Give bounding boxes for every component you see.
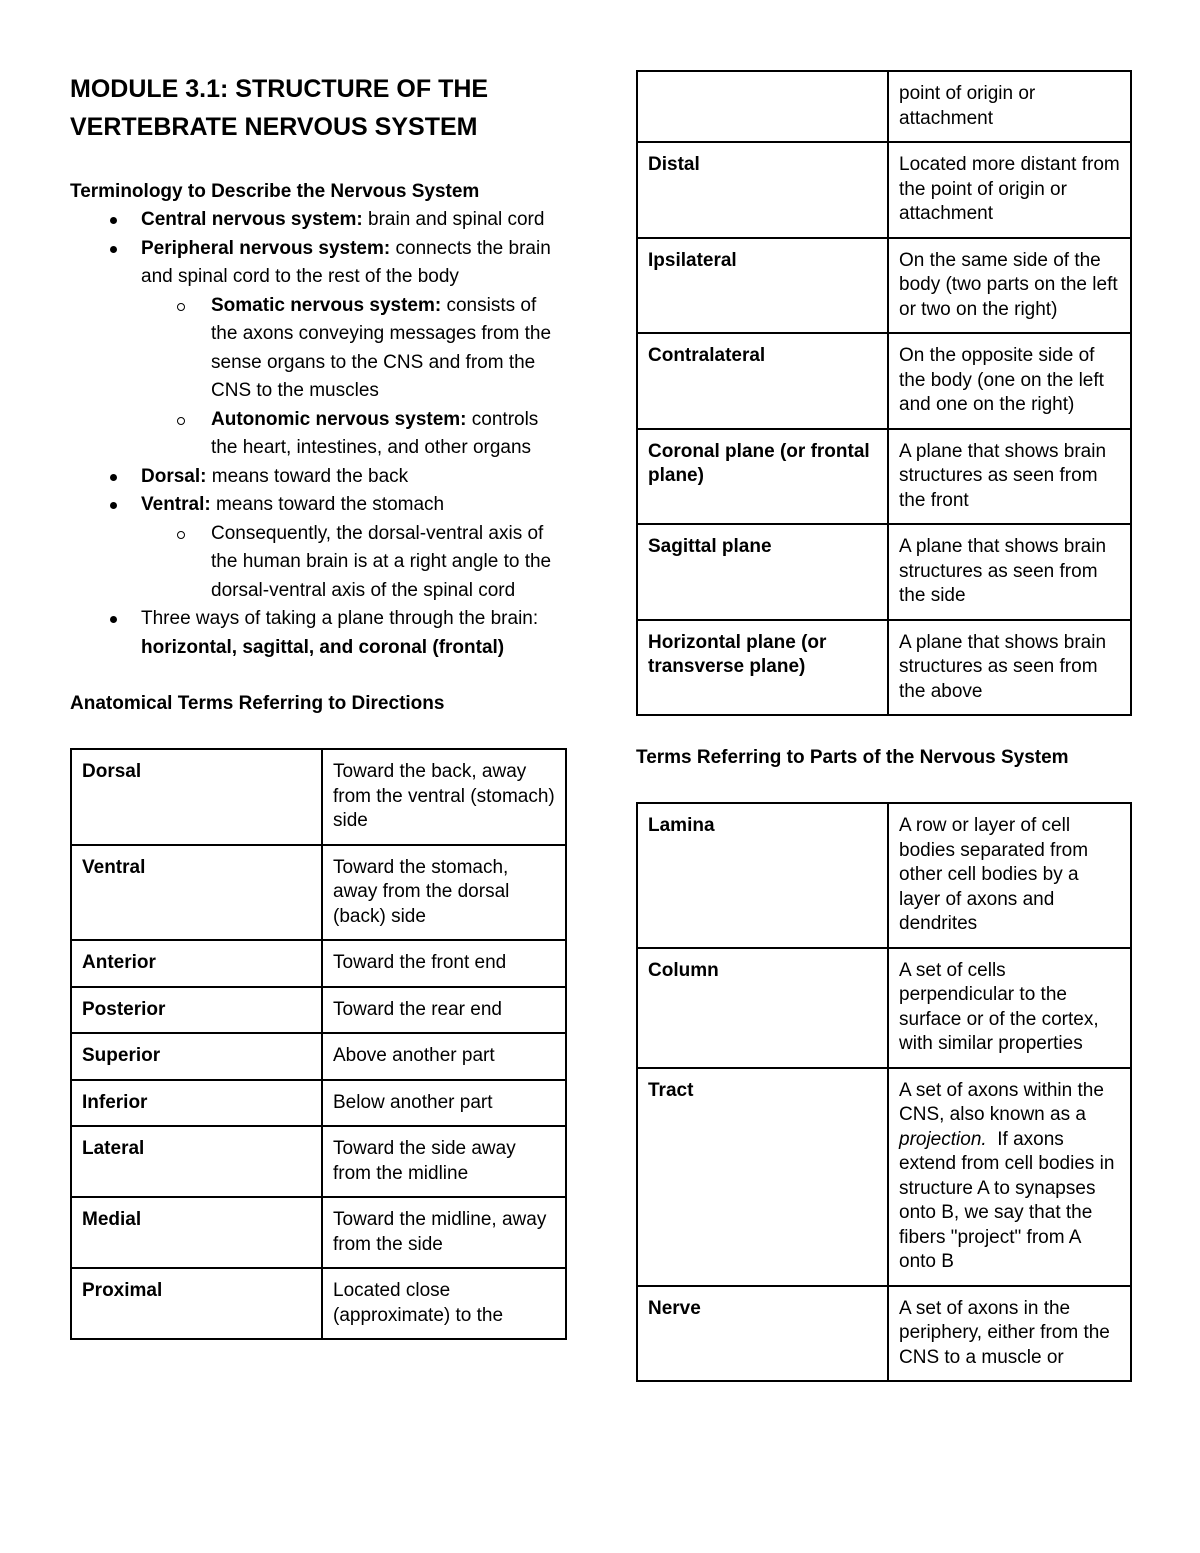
- definition-cell: Located more distant from the point of origin or attachment: [888, 142, 1131, 238]
- definition-cell: A plane that shows brain structures as seen from the side: [888, 524, 1131, 620]
- definition-cell: Toward the back, away from the ventral (stomach) side: [322, 749, 566, 845]
- term-cell: [637, 71, 888, 142]
- list-item: Consequently, the dorsal-ventral axis of the human brain is at a right angle to the dorsal-ventral axis of the spinal cord: [70, 520, 567, 606]
- table-row: [637, 803, 1131, 948]
- term-cell: Ventral: [71, 845, 322, 941]
- directions-table: [70, 748, 567, 1340]
- term-cell: Ipsilateral: [637, 238, 888, 334]
- definition-cell: A plane that shows brain structures as seen from the above: [888, 620, 1131, 716]
- table-row: [71, 845, 566, 941]
- definition-cell: A row or layer of cell bodies separated from other cell bodies by a layer of axons and dendrites: [888, 803, 1131, 948]
- definition-cell: On the same side of the body (two parts on the left or two on the right): [888, 238, 1131, 334]
- list-item: Somatic nervous system: consists of the axons conveying messages from the sense organs to the CNS and from the CNS to the muscles: [70, 292, 567, 406]
- table-row: [637, 620, 1131, 716]
- term-cell: Column: [637, 948, 888, 1068]
- definition-cell: A set of cells perpendicular to the surface or of the cortex, with similar properties: [888, 948, 1131, 1068]
- term-cell: Anterior: [71, 940, 322, 987]
- table-row: [637, 948, 1131, 1068]
- table-row: [71, 987, 566, 1034]
- term-cell: Tract: [637, 1068, 888, 1286]
- list-item: Three ways of taking a plane through the brain: horizontal, sagittal, and coronal (frontal): [70, 605, 567, 662]
- terminology-heading: Terminology to Describe the Nervous System: [70, 181, 480, 202]
- definition-cell: Toward the rear end: [322, 987, 566, 1034]
- definition-cell: Toward the stomach, away from the dorsal (back) side: [322, 845, 566, 941]
- definition-cell: On the opposite side of the body (one on the left and one on the right): [888, 333, 1131, 429]
- terminology-list: [70, 206, 567, 662]
- left-column: [70, 70, 567, 1340]
- table-row: [637, 524, 1131, 620]
- directions-heading: Anatomical Terms Referring to Directions: [70, 693, 445, 714]
- table-row: [637, 333, 1131, 429]
- term-cell: Superior: [71, 1033, 322, 1080]
- term-cell: Dorsal: [71, 749, 322, 845]
- table-row: [637, 142, 1131, 238]
- term-cell: Posterior: [71, 987, 322, 1034]
- directions-table-continued: [636, 70, 1132, 716]
- table-row: [71, 940, 566, 987]
- table-row: [637, 429, 1131, 525]
- term-cell: Distal: [637, 142, 888, 238]
- parts-table: [636, 802, 1132, 1382]
- definition-cell: Toward the midline, away from the side: [322, 1197, 566, 1268]
- table-row: [71, 749, 566, 845]
- term-cell: Proximal: [71, 1268, 322, 1339]
- term-cell: Horizontal plane (or transverse plane): [637, 620, 888, 716]
- table-row: [637, 1286, 1131, 1382]
- parts-heading: Terms Referring to Parts of the Nervous System: [636, 747, 1069, 768]
- list-item: Autonomic nervous system: controls the heart, intestines, and other organs: [70, 406, 567, 463]
- term-cell: Contralateral: [637, 333, 888, 429]
- definition-cell: Toward the side away from the midline: [322, 1126, 566, 1197]
- sublist: [141, 520, 567, 606]
- table-row: [71, 1197, 566, 1268]
- page-title: MODULE 3.1: STRUCTURE OF THE VERTEBRATE NERVOUS SYSTEM: [70, 75, 489, 141]
- definition-cell: A set of axons in the periphery, either from the CNS to a muscle or: [888, 1286, 1131, 1382]
- definition-cell: point of origin or attachment: [888, 71, 1131, 142]
- term-cell: Lateral: [71, 1126, 322, 1197]
- term-cell: Medial: [71, 1197, 322, 1268]
- definition-cell: Located close (approximate) to the: [322, 1268, 566, 1339]
- table-row: [71, 1080, 566, 1127]
- term-cell: Nerve: [637, 1286, 888, 1382]
- definition-cell: Above another part: [322, 1033, 566, 1080]
- table-row: [637, 238, 1131, 334]
- term-cell: Lamina: [637, 803, 888, 948]
- table-row: [71, 1033, 566, 1080]
- definition-cell: Below another part: [322, 1080, 566, 1127]
- list-item: Central nervous system: brain and spinal cord: [70, 206, 567, 235]
- definition-cell: A plane that shows brain structures as seen from the front: [888, 429, 1131, 525]
- sublist: [141, 292, 567, 463]
- definition-cell: Toward the front end: [322, 940, 566, 987]
- term-cell: Sagittal plane: [637, 524, 888, 620]
- definition-cell: A set of axons within the CNS, also known as a projection. If axons extend from cell bodies in structure A to synapses onto B, we say that the fibers "project" from A onto B: [888, 1068, 1131, 1286]
- table-row: [637, 1068, 1131, 1286]
- table-row: [637, 71, 1131, 142]
- term-cell: Coronal plane (or frontal plane): [637, 429, 888, 525]
- term-cell: Inferior: [71, 1080, 322, 1127]
- list-item: Peripheral nervous system: connects the brain and spinal cord to the rest of the body Somatic nervous system: consists of the axons conveying messages from the sense organs to the CNS and from the CNS to the muscles Autonomic nervous system: controls the heart, intestines, and other organs: [70, 235, 567, 463]
- table-row: [71, 1126, 566, 1197]
- table-row: [71, 1268, 566, 1339]
- list-item: Ventral: means toward the stomach Consequently, the dorsal-ventral axis of the human brain is at a right angle to the dorsal-ventral axis of the spinal cord: [70, 491, 567, 605]
- list-item: Dorsal: means toward the back: [70, 463, 567, 492]
- right-column: [636, 70, 1132, 1382]
